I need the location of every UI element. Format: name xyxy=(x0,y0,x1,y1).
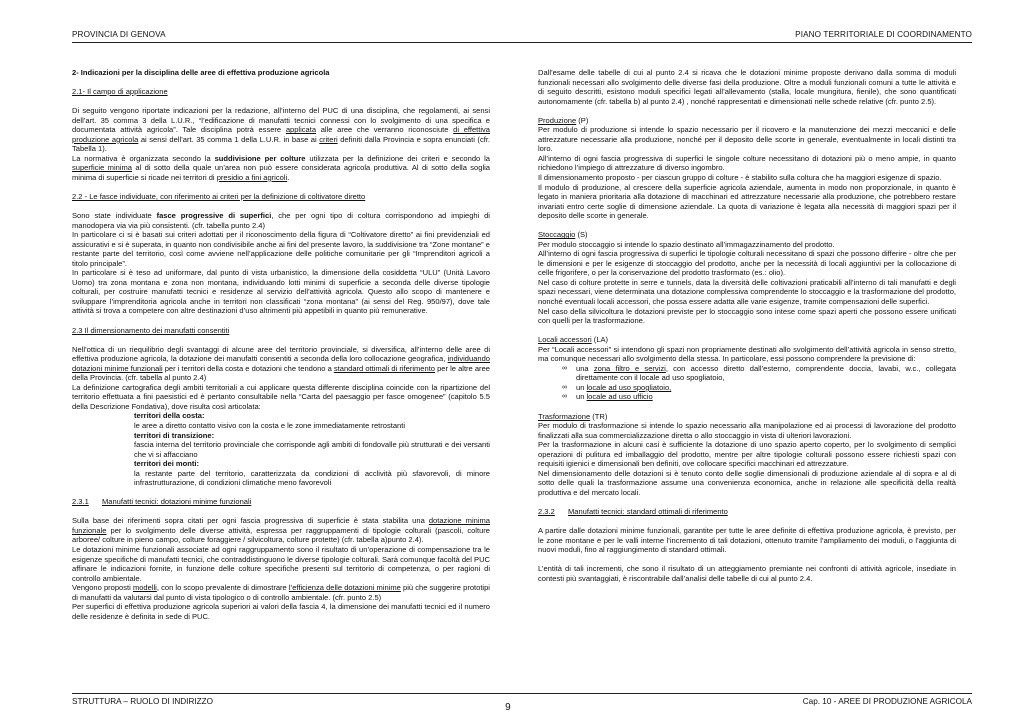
text-span: Vengono proposti xyxy=(72,583,133,593)
subsection-2-2-heading: 2.2 - Le fasce individuate, con riferimento ai criteri per la definizione di coltivatore diretto xyxy=(72,191,366,201)
paragraph-2-1-b xyxy=(72,154,490,183)
territory-costa-label: territori della costa: xyxy=(134,411,205,421)
text-span: (P) xyxy=(576,115,589,125)
text-span: superficie minima xyxy=(72,163,133,173)
stoccaggio-p3: Nel caso di colture protette in serre e tunnels, data la diversità delle coltivazioni praticabili all’interno di tali manufatti e degli spazi necessari, viene determinata una dotazione complessiva comprendente lo stoccaggio e la trasformazione del prodotto, nonché eventuali locali accessori, che possa essere adatta alle varie esigenze, tramite compensazioni delle superfici. xyxy=(538,277,956,307)
stoccaggio-p2: All’interno di ogni fascia progressiva di superfici le tipologie colturali necessitano di spazi che possono differire - oltre che per le dimensioni e per le esigenze di stoccaggio del prodotto, anche per la necessità di locali aggiuntivi per la collocazione di celle frigorifere, o per la conservazione del prodotto trasformato (es.: olio). xyxy=(538,249,956,278)
text-span: standard ottimali di riferimento xyxy=(333,363,435,373)
section-heading-2: 2- Indicazioni per la disciplina delle aree di effettiva produzione agricola xyxy=(72,68,330,77)
paragraph-2-2-a xyxy=(72,211,490,230)
text-span: Produzione xyxy=(538,115,577,125)
territory-monti-label: territori dei monti: xyxy=(134,459,199,469)
text-span: più che suggerire prototipi di manufatti da valutarsi dal punto di vista tipologico o di controllo ambientale. (cfr. punto 2.5) xyxy=(72,583,490,602)
text-span: presidio a fini agricoli xyxy=(216,172,288,182)
text-span: definiti dalla Provincia e sopra enunciati (cfr. Tabella 1). xyxy=(72,134,491,154)
section-title: Manufatti tecnici: dotazioni minime funzionali xyxy=(102,497,252,507)
list-item xyxy=(562,383,956,393)
footer-right: Cap. 10 - AREE DI PRODUZIONE AGRICOLA xyxy=(802,697,972,706)
text-span: per le altre aree della Provincia. (cfr. tabella al punto 2.4) xyxy=(72,363,490,383)
text-span: per i territori della costa e dotazioni che tendono a xyxy=(162,363,334,373)
text-span: al di sotto della quale un’area non può essere considerata agricola produttiva. Al di sotto della soglia minima di superficie si ricade nei territori di xyxy=(72,163,490,182)
paragraph-2-2-c: In particolare si è teso ad uniformare, dal punto di vista urbanistico, la dimensione della cosiddetta “ULU” (Unità Lavoro Uomo) tra zona montana e zona non montana, individuando lotti minimi di superficie a seconda delle diverse tipologie colturali, per costruire manufatti tecnici e residenze al servizio dell’attività agricola. Questo allo scopo di mantenere e sviluppare l’imprenditoria agricola anche in territori non classificati “zona montana” (ai sensi del Reg. 950/97), dove tale attività si trova a competere con altre destinazioni d’uso altrimenti più appetibili in quanto più remunerative. xyxy=(72,268,490,316)
text-span: un xyxy=(576,382,587,392)
produzione-p3: Il dimensionamento proposto - per ciascun gruppo di colture - è stabilito sulla coltura che ha maggiori esigenze di spazio. xyxy=(538,172,942,182)
text-span: (LA) xyxy=(591,335,609,345)
paragraph-2-3-b: La definizione cartografica degli ambiti territoriali a cui applicare questa differente disciplina coincide con la ripartizione del territorio effettuata a fini paesistici ed è pertanto consultabile nella “Carta del paesaggio per fasce omogenee” (capitolo 5.5 della Descrizione Fondativa), dove risulta così articolata: xyxy=(72,382,490,411)
text-span: Di seguito vengono riportate indicazioni per la redazione, all’interno del PUC di una disciplina, che regolamenti, ai sensi dell’art. 35 comma 3 della L.U.R., “l’edificazione di manufatti tecnici connessi con lo svolgimento di una specifica e documentata attività agricola”. Tale disciplina potrà essere xyxy=(72,106,490,135)
stoccaggio-p4: Nel caso della silvicoltura le dotazioni previste per lo stoccaggio sono intese come spazi aperti che possono essere unificati con quelli per la trasformazione. xyxy=(538,306,956,326)
subsection-2-3-1-heading xyxy=(72,497,490,507)
text-span: di effettiva produzione agricola xyxy=(72,125,490,144)
text-span: applicata xyxy=(285,125,317,135)
territory-transizione-desc: fascia interna del territorio provinciale che corrisponde agli ambiti di fondovalle più strutturati e dei versanti che vi si affacciano xyxy=(134,440,490,459)
text-span: criteri xyxy=(319,134,338,144)
text-span: . xyxy=(287,172,290,182)
locali-accessori-heading xyxy=(538,335,956,345)
text-span: un xyxy=(576,392,587,402)
text-span: Locali accessori xyxy=(538,335,592,345)
list-item xyxy=(562,364,956,383)
text-span: fasce progressive di superfici xyxy=(156,211,272,221)
trasformazione-p3: Nel dimensionamento delle dotazioni si è tenuto conto delle soglie dimensionali di produzione aziendale al di sopra e al di sotto delle quali la trasformazione assume una convenienza economica, anche in relazione alle specificità della realtà produttiva e del mercato locali. xyxy=(538,468,956,497)
section-number: 2.3.1 xyxy=(72,497,89,507)
left-column xyxy=(72,68,490,621)
text-span: (S) xyxy=(575,230,588,240)
text-span: utilizzata per la definizione dei criteri e secondo la xyxy=(305,153,490,163)
text-span: locale ad uso ufficio xyxy=(586,392,653,402)
text-span: locale ad uso spogliatoio, xyxy=(586,382,672,392)
paragraph-2-3-a xyxy=(72,345,490,383)
text-span: zona filtro e servizi xyxy=(593,363,666,373)
subsection-2-3-heading: 2.3 Il dimensionamento dei manufatti consentiti xyxy=(72,325,230,335)
paragraph-moduli-intro: Dall’esame delle tabelle di cui al punto 2.4 si ricava che le dotazioni minime proposte derivano dalla somma di moduli funzionali necessari allo svolgimento delle diverse fasi della produzione. Oltre a moduli funzionali comuni a tutte le attività e di seguito descritti, esistono moduli specifici legati all’allevamento (stalla, locale mungitura, fienile), che sono quantificati autonomamente (cfr. tabella b) al punto 2.4) , nonché rappresentati e dimensionati nelle schede relative (cfr. punto 2.5). xyxy=(538,68,956,106)
locali-accessori-p1: Per “Locali accessori” si intendono gli spazi non propriamente destinati allo svolgimento dell’attività agricola in senso stretto, ma comunque necessari allo svolgimento della stessa. In particolare, essi possono comprendere la previsione di: xyxy=(538,344,956,364)
section-number: 2.3.2 xyxy=(538,506,555,516)
header-rule xyxy=(72,42,972,43)
text-span: Sulla base dei riferimenti sopra citati per ogni fascia progressiva di superficie è stata stabilita una xyxy=(72,516,429,526)
footer-rule xyxy=(72,693,972,694)
territory-costa-desc: le aree a diretto contatto visivo con la costa e le zone immediatamente retrostanti xyxy=(134,420,405,430)
paragraph-2-3-2-b: L’entità di tali incrementi, che sono il risultato di un atteggiamento premiante nei confronti di attività agricole, insediate in contesti più svantaggiati, è riscontrabile dall’analisi delle tabelle di cui al punto 2.4. xyxy=(538,564,956,583)
text-span: una xyxy=(576,363,594,373)
header-right: PIANO TERRITORIALE DI COORDINAMENTO xyxy=(795,30,972,39)
text-span: individuando dotazioni minime funzionali xyxy=(72,354,490,373)
text-span: Nell’ottica di un riequilibrio degli svantaggi di alcune aree del territorio provinciale, si diversifica, all’interno delle aree di effettiva produzione agricola, la dotazione dei manufatti consentiti a seconda della loro collocazione geografica, xyxy=(72,344,490,364)
text-span: (TR) xyxy=(590,411,608,421)
list-item xyxy=(562,392,956,402)
text-span: Stoccaggio xyxy=(538,230,576,240)
text-span: Sono state individuate xyxy=(72,211,157,221)
trasformazione-p1: Per modulo di trasformazione si intende lo spazio necessario alla manipolazione ed ai processi di lavorazione del prodotto finalizzati alla sua commercializzazione diretta o allo stoccaggio in vista di ulteriori lavorazioni. xyxy=(538,421,956,440)
paragraph-2-3-1-c xyxy=(72,583,490,602)
text-span: La normativa è organizzata secondo la xyxy=(72,153,215,163)
paragraph-2-1-a xyxy=(72,106,490,154)
footer-left: STRUTTURA – RUOLO DI INDIRIZZO xyxy=(72,697,214,706)
trasformazione-p2: Per la trasformazione in alcuni casi è sufficiente la dotazione di uno spazio aperto coperto, per lo svolgimento di semplici operazioni di pulitura ed imballaggio del prodotto, mentre per altre tipologie colturali possono essere richiesti spazi con requisiti igienici e dimensionali ben definiti, ove collocare specifici macchinari ed attrezzature. xyxy=(538,440,956,469)
text-span: Trasformazione xyxy=(538,411,591,421)
text-span: , che per ogni tipo di coltura corrispondono ad impieghi di manodopera via via più consistenti. (cfr. tabella punto 2.4) xyxy=(72,211,490,230)
paragraph-2-3-1-a xyxy=(72,516,490,545)
paragraph-2-2-b: In particolare ci si è basati sui criteri adottati per il riconoscimento della figura di “Coltivatore diretto” ai fini previdenziali ed assicurativi e si è superata, in quanto non condivisibile anche ai fini del presente lavoro, la suddivisione tra “Zone montane” e restante parte del territorio, così come avviene nell’applicazione delle politiche comunitarie per gli “Imprenditori agricoli a titolo principale”. xyxy=(72,230,490,268)
text-span: ai sensi dell’art. 35 comma 1 della L.U.R. in base ai xyxy=(138,134,320,144)
header-left: PROVINCIA DI GENOVA xyxy=(72,30,166,39)
text-span: modelli xyxy=(132,583,157,593)
paragraph-2-3-2-a: A partire dalle dotazioni minime funzionali, garantite per tutte le aree definite di effettiva produzione agricola, è previsto, per le zone montane e per le valli interne l’incremento di tali dotazioni, ottenuto tramite l’ampliamento dei moduli, o l’aggiunta di nuovi moduli, fino al raggiungimento di standard ottimali. xyxy=(538,525,956,555)
text-span: l’efficienza delle dotazioni minime xyxy=(288,583,401,593)
page-number: 9 xyxy=(505,702,511,713)
text-span: , con accesso diretto dall’esterno, comprendente doccia, lavabi, w.c., collegata direttamente con il locale ad uso spogliatoio, xyxy=(576,363,956,383)
produzione-p2: All’interno di ogni fascia progressiva di superfici le singole colture necessitano di dotazioni più o meno ampie, in quanto richiedono l’impiego di attrezzature di diverso ingombro. xyxy=(538,153,956,173)
section-title: Manufatti tecnici: standard ottimali di riferimento xyxy=(568,506,728,516)
text-span: suddivisione per colture xyxy=(214,153,306,163)
produzione-p4: Il modulo di produzione, al crescere della superficie agricola aziendale, aumenta in modo non proporzionale, in quanto è legato in maniera prioritaria alla dotazione di macchinari ed attrezzature necessarie alla produzione, che potrebbero restare invariati entro certe soglie di dimensione aziendale. La quota di variazione è legata alla necessità di maggiori spazi per il deposito delle scorte in generale. xyxy=(538,182,956,221)
text-span: , con lo scopo prevalente di dimostrare xyxy=(156,583,289,593)
subsection-2-1-heading: 2.1- Il campo di applicazione xyxy=(72,87,168,97)
right-column xyxy=(538,68,956,583)
produzione-heading xyxy=(538,116,956,126)
produzione-p1: Per modulo di produzione si intende lo spazio necessario per il ricovero e la manutenzione dei mezzi meccanici e delle attrezzature necessarie alla produzione, nonché per il deposito delle scorte in generale, eventualmente in locali distinti tra loro. xyxy=(538,125,956,154)
territory-transizione-label: territori di transizione: xyxy=(134,430,215,440)
page-header xyxy=(72,30,972,39)
page-footer xyxy=(72,697,972,713)
subsection-2-3-2-heading xyxy=(538,507,956,517)
territory-monti-desc: la restante parte del territorio, caratterizzata da condizioni di acclività più sfavorevoli, di minore infrastrutturazione, di condizioni climatiche meno favorevoli xyxy=(134,468,490,488)
trasformazione-heading xyxy=(538,412,956,422)
stoccaggio-heading xyxy=(538,230,956,240)
paragraph-2-3-1-b: Le dotazioni minime funzionali associate ad ogni raggruppamento sono il risultato di un’operazione di compensazione tra le esigenze specifiche di manufatti tecnici, che contraddistinguono le diverse tipologie colturali. Sarà comunque facoltà del PUC affinare le indicazioni fornite, in funzione delle colture specifiche presenti sul territorio di competenza, o per ragioni di controllo ambientale. xyxy=(72,544,490,583)
text-span: dotazione minima funzionale xyxy=(72,516,490,535)
stoccaggio-p1: Per modulo stoccaggio si intende lo spazio destinato all’immagazzinamento del prodotto. xyxy=(538,239,835,249)
text-span: per lo svolgimento delle diverse attività, espressa per raggruppamenti di tipologie colturali (pascoli, colture arboree/ colture in pieno campo, colture foraggiere / silvicoltura, colture protette) (cfr. tabella a)punto 2.4). xyxy=(72,525,490,545)
text-span: alle aree che verranno riconosciute xyxy=(316,125,454,135)
paragraph-2-3-1-d: Per superfici di effettiva produzione agricola superiori ai valori della fascia 4, la dimensione dei manufatti tecnici ed il numero delle residenze è definita in sede di PUC. xyxy=(72,602,490,621)
locali-accessori-list xyxy=(538,364,956,402)
